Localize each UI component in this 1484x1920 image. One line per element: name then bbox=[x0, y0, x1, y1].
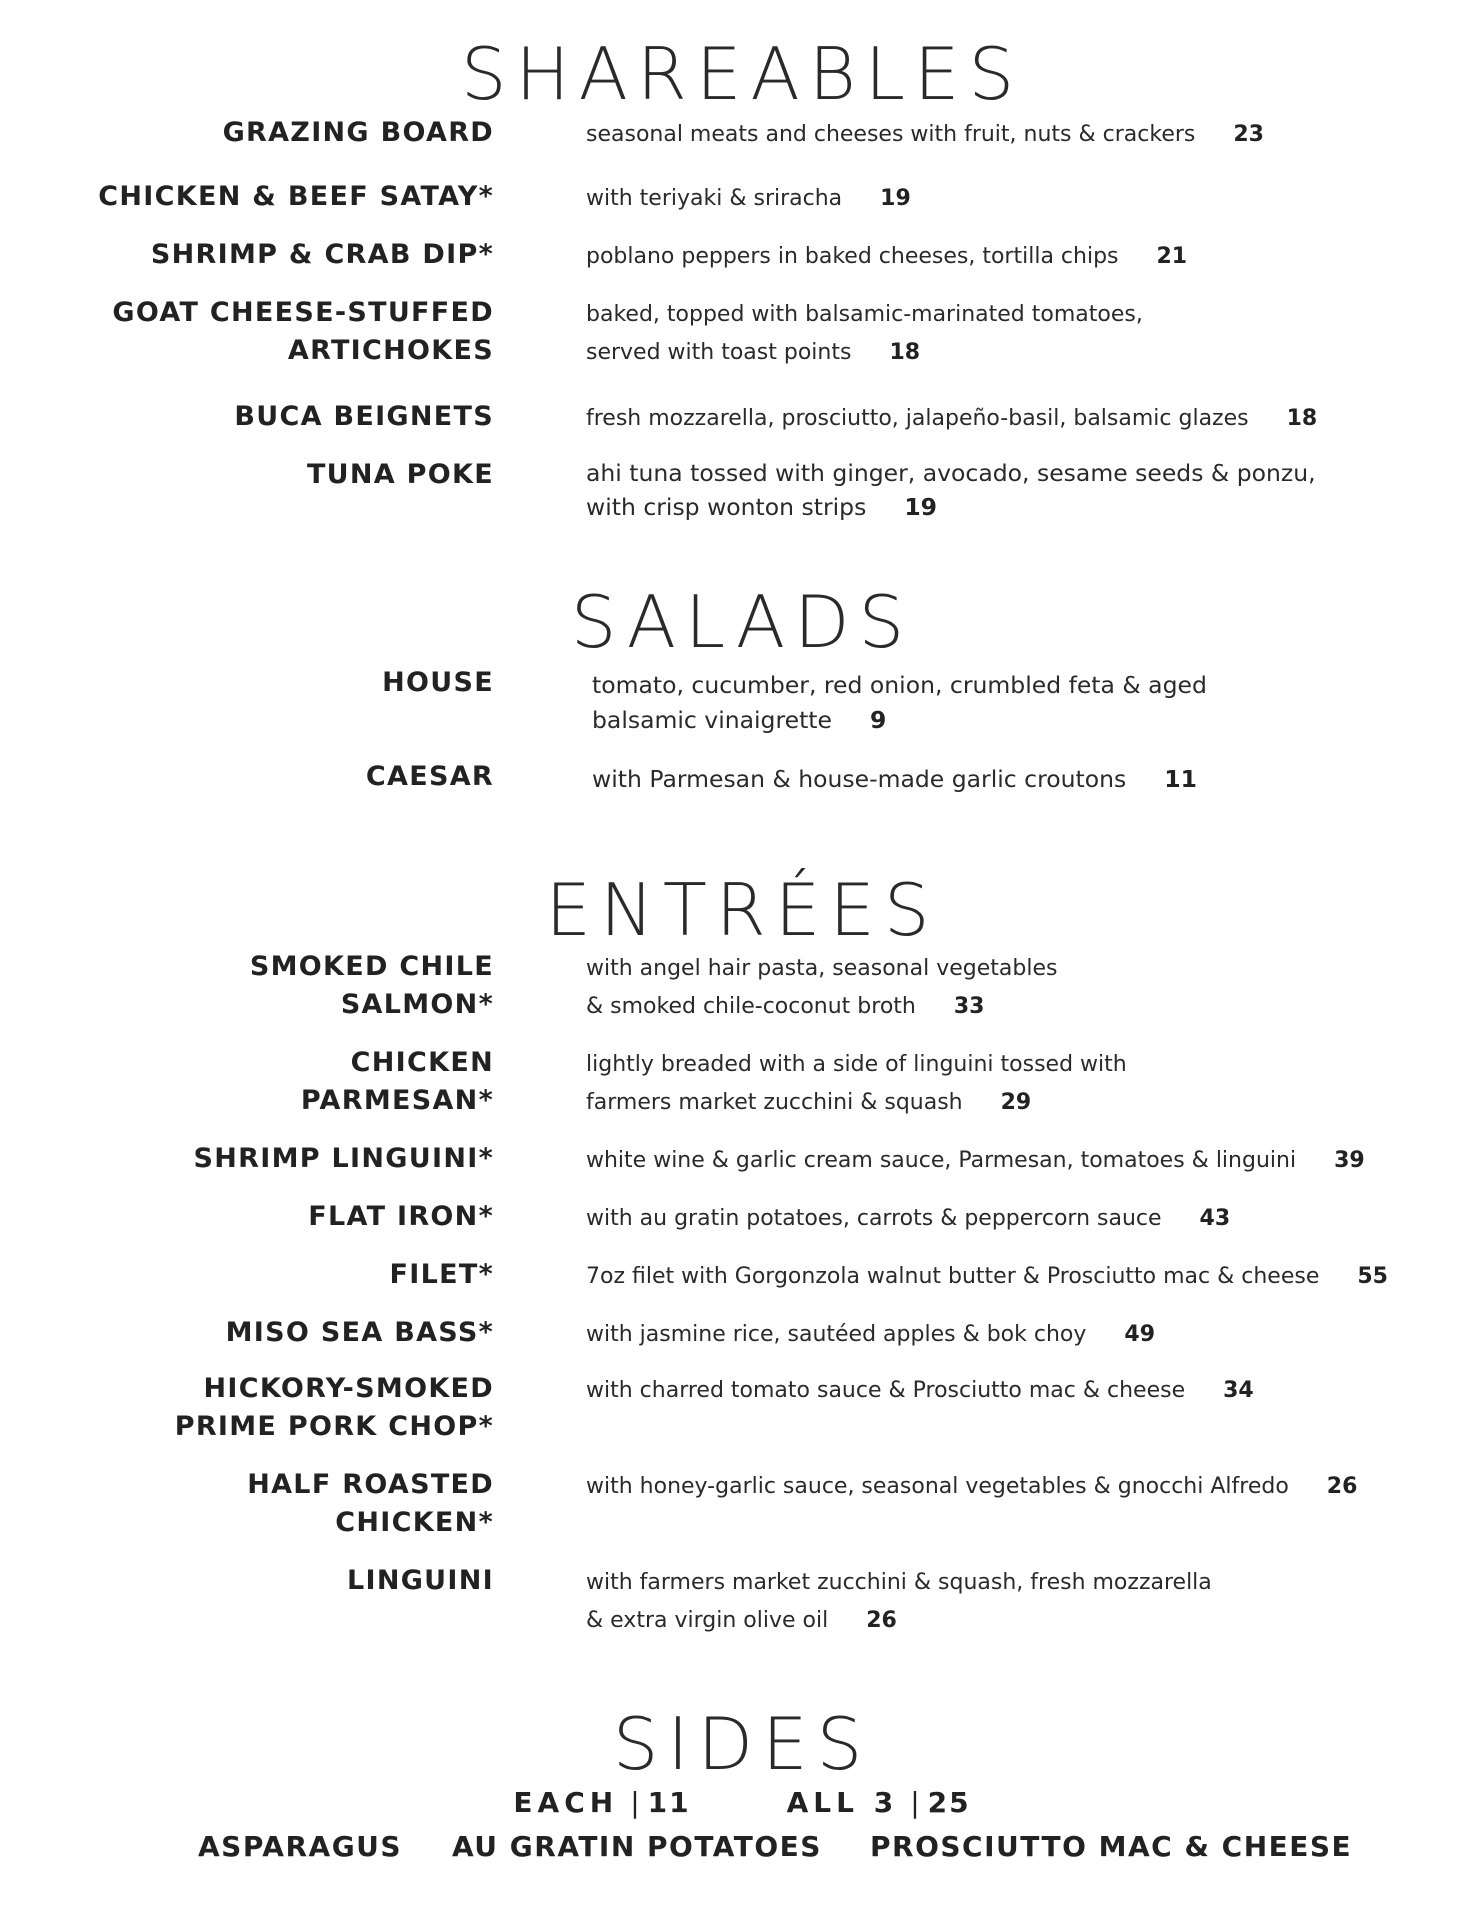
menu-item-description bbox=[586, 1316, 1466, 1354]
description-line: with charred tomato sauce & Prosciutto mac & cheese bbox=[586, 1378, 1186, 1403]
menu-item-description bbox=[586, 1372, 1466, 1410]
description-line: with Parmesan & house-made garlic croutons bbox=[592, 765, 1127, 793]
price: 19 bbox=[880, 186, 911, 211]
each-label: EACH bbox=[513, 1786, 619, 1819]
price: 43 bbox=[1199, 1206, 1231, 1231]
side-item: ASPARAGUS bbox=[198, 1830, 403, 1863]
price: 18 bbox=[889, 340, 921, 365]
description-line: baked, topped with balsamic-marinated tomatoes, bbox=[586, 302, 1143, 327]
description-line: & smoked chile-coconut broth bbox=[586, 994, 916, 1019]
price: 18 bbox=[1286, 406, 1318, 431]
description-line: served with toast points bbox=[586, 340, 852, 365]
menu-item-description bbox=[586, 296, 1466, 372]
menu-item-name: GRAZING BOARD bbox=[222, 117, 494, 148]
section-title-sides: SIDES bbox=[612, 1702, 872, 1786]
menu-item-description bbox=[592, 668, 1472, 738]
description-line: seasonal meats and cheeses with fruit, nuts & crackers bbox=[586, 122, 1196, 147]
menu-item-name: SHRIMP LINGUINI* bbox=[193, 1143, 494, 1174]
side-item: AU GRATIN POTATOES bbox=[452, 1830, 822, 1863]
side-item: PROSCIUTTO MAC & CHEESE bbox=[870, 1830, 1353, 1863]
description-line: farmers market zucchini & squash bbox=[586, 1090, 963, 1115]
description-line: with jasmine rice, sautéed apples & bok choy bbox=[586, 1322, 1087, 1347]
menu-item-name: CAESAR bbox=[365, 761, 494, 792]
description-line: lightly breaded with a side of linguini tossed with bbox=[586, 1052, 1127, 1077]
menu-item-name: TUNA POKE bbox=[306, 459, 494, 490]
price: 23 bbox=[1233, 122, 1264, 147]
description-line: & extra virgin olive oil bbox=[586, 1608, 829, 1633]
divider: | bbox=[630, 1786, 642, 1819]
menu-item-name: CHICKEN & BEEF SATAY* bbox=[98, 181, 494, 212]
sides-pricing bbox=[0, 1786, 1484, 1819]
price: 29 bbox=[1000, 1090, 1032, 1115]
description-line: with au gratin potatoes, carrots & peppercorn sauce bbox=[586, 1206, 1162, 1231]
menu-item-description bbox=[586, 400, 1466, 438]
menu-item-description bbox=[586, 180, 1466, 218]
price: 26 bbox=[866, 1608, 897, 1633]
menu-item-description bbox=[586, 1258, 1466, 1296]
menu-item-description bbox=[586, 1046, 1466, 1122]
section-title-entrees: ENTRÉES bbox=[545, 868, 939, 952]
price: 9 bbox=[869, 706, 887, 734]
price: 39 bbox=[1334, 1148, 1365, 1173]
description-line: white wine & garlic cream sauce, Parmesan, tomatoes & linguini bbox=[586, 1148, 1297, 1173]
description-line: with teriyaki & sriracha bbox=[586, 186, 843, 211]
menu-item-name: SMOKED CHILE SALMON* bbox=[249, 951, 494, 1020]
section-title-salads: SALADS bbox=[570, 580, 914, 664]
price: 11 bbox=[1164, 765, 1197, 793]
menu-item-description bbox=[586, 1564, 1466, 1640]
price: 34 bbox=[1223, 1378, 1254, 1403]
price: 33 bbox=[953, 994, 985, 1019]
divider: | bbox=[910, 1786, 922, 1819]
price: 19 bbox=[904, 493, 938, 521]
description-line: ahi tuna tossed with ginger, avocado, sesame seeds & ponzu, bbox=[586, 459, 1316, 487]
menu-item-description bbox=[586, 116, 1466, 154]
all-price: 25 bbox=[927, 1786, 971, 1819]
description-line: with farmers market zucchini & squash, fresh mozzarella bbox=[586, 1570, 1212, 1595]
menu-item-name: LINGUINI bbox=[346, 1565, 494, 1596]
description-line: balsamic vinaigrette bbox=[592, 706, 832, 734]
menu-item-description bbox=[586, 1468, 1466, 1506]
description-line: with crisp wonton strips bbox=[586, 493, 867, 521]
section-title-shareables: SHAREABLES bbox=[460, 32, 1024, 116]
menu-item-description bbox=[586, 950, 1466, 1026]
menu-item-description bbox=[586, 456, 1466, 524]
description-line: fresh mozzarella, prosciutto, jalapeño-basil, balsamic glazes bbox=[586, 406, 1249, 431]
menu-item-name: SHRIMP & CRAB DIP* bbox=[150, 239, 494, 270]
menu-item-description bbox=[592, 760, 1472, 798]
price: 55 bbox=[1357, 1264, 1388, 1289]
menu-item-name: GOAT CHEESE-STUFFED ARTICHOKES bbox=[112, 297, 494, 366]
all-label: ALL 3 bbox=[786, 1786, 899, 1819]
menu-item-description bbox=[586, 238, 1466, 276]
description-line: poblano peppers in baked cheeses, tortilla chips bbox=[586, 244, 1119, 269]
menu-item-name: HALF ROASTED CHICKEN* bbox=[247, 1469, 494, 1538]
menu-item-name: BUCA BEIGNETS bbox=[234, 401, 494, 432]
menu-item-name: FILET* bbox=[389, 1259, 494, 1290]
menu-item-name: MISO SEA BASS* bbox=[225, 1317, 494, 1348]
menu-item-description bbox=[586, 1142, 1466, 1180]
description-line: tomato, cucumber, red onion, crumbled feta & aged bbox=[592, 671, 1207, 699]
menu-item-name: HICKORY-SMOKED PRIME PORK CHOP* bbox=[174, 1373, 494, 1442]
menu-item-name: CHICKEN PARMESAN* bbox=[300, 1047, 494, 1116]
description-line: with honey-garlic sauce, seasonal vegetables & gnocchi Alfredo bbox=[586, 1474, 1289, 1499]
menu-item-name: HOUSE bbox=[382, 667, 494, 698]
description-line: 7oz filet with Gorgonzola walnut butter & Prosciutto mac & cheese bbox=[586, 1264, 1320, 1289]
menu-item-description bbox=[586, 1200, 1466, 1238]
description-line: with angel hair pasta, seasonal vegetables bbox=[586, 956, 1058, 981]
each-price: 11 bbox=[647, 1786, 691, 1819]
price: 21 bbox=[1156, 244, 1188, 269]
menu-item-name: FLAT IRON* bbox=[308, 1201, 494, 1232]
price: 26 bbox=[1326, 1474, 1358, 1499]
price: 49 bbox=[1124, 1322, 1156, 1347]
